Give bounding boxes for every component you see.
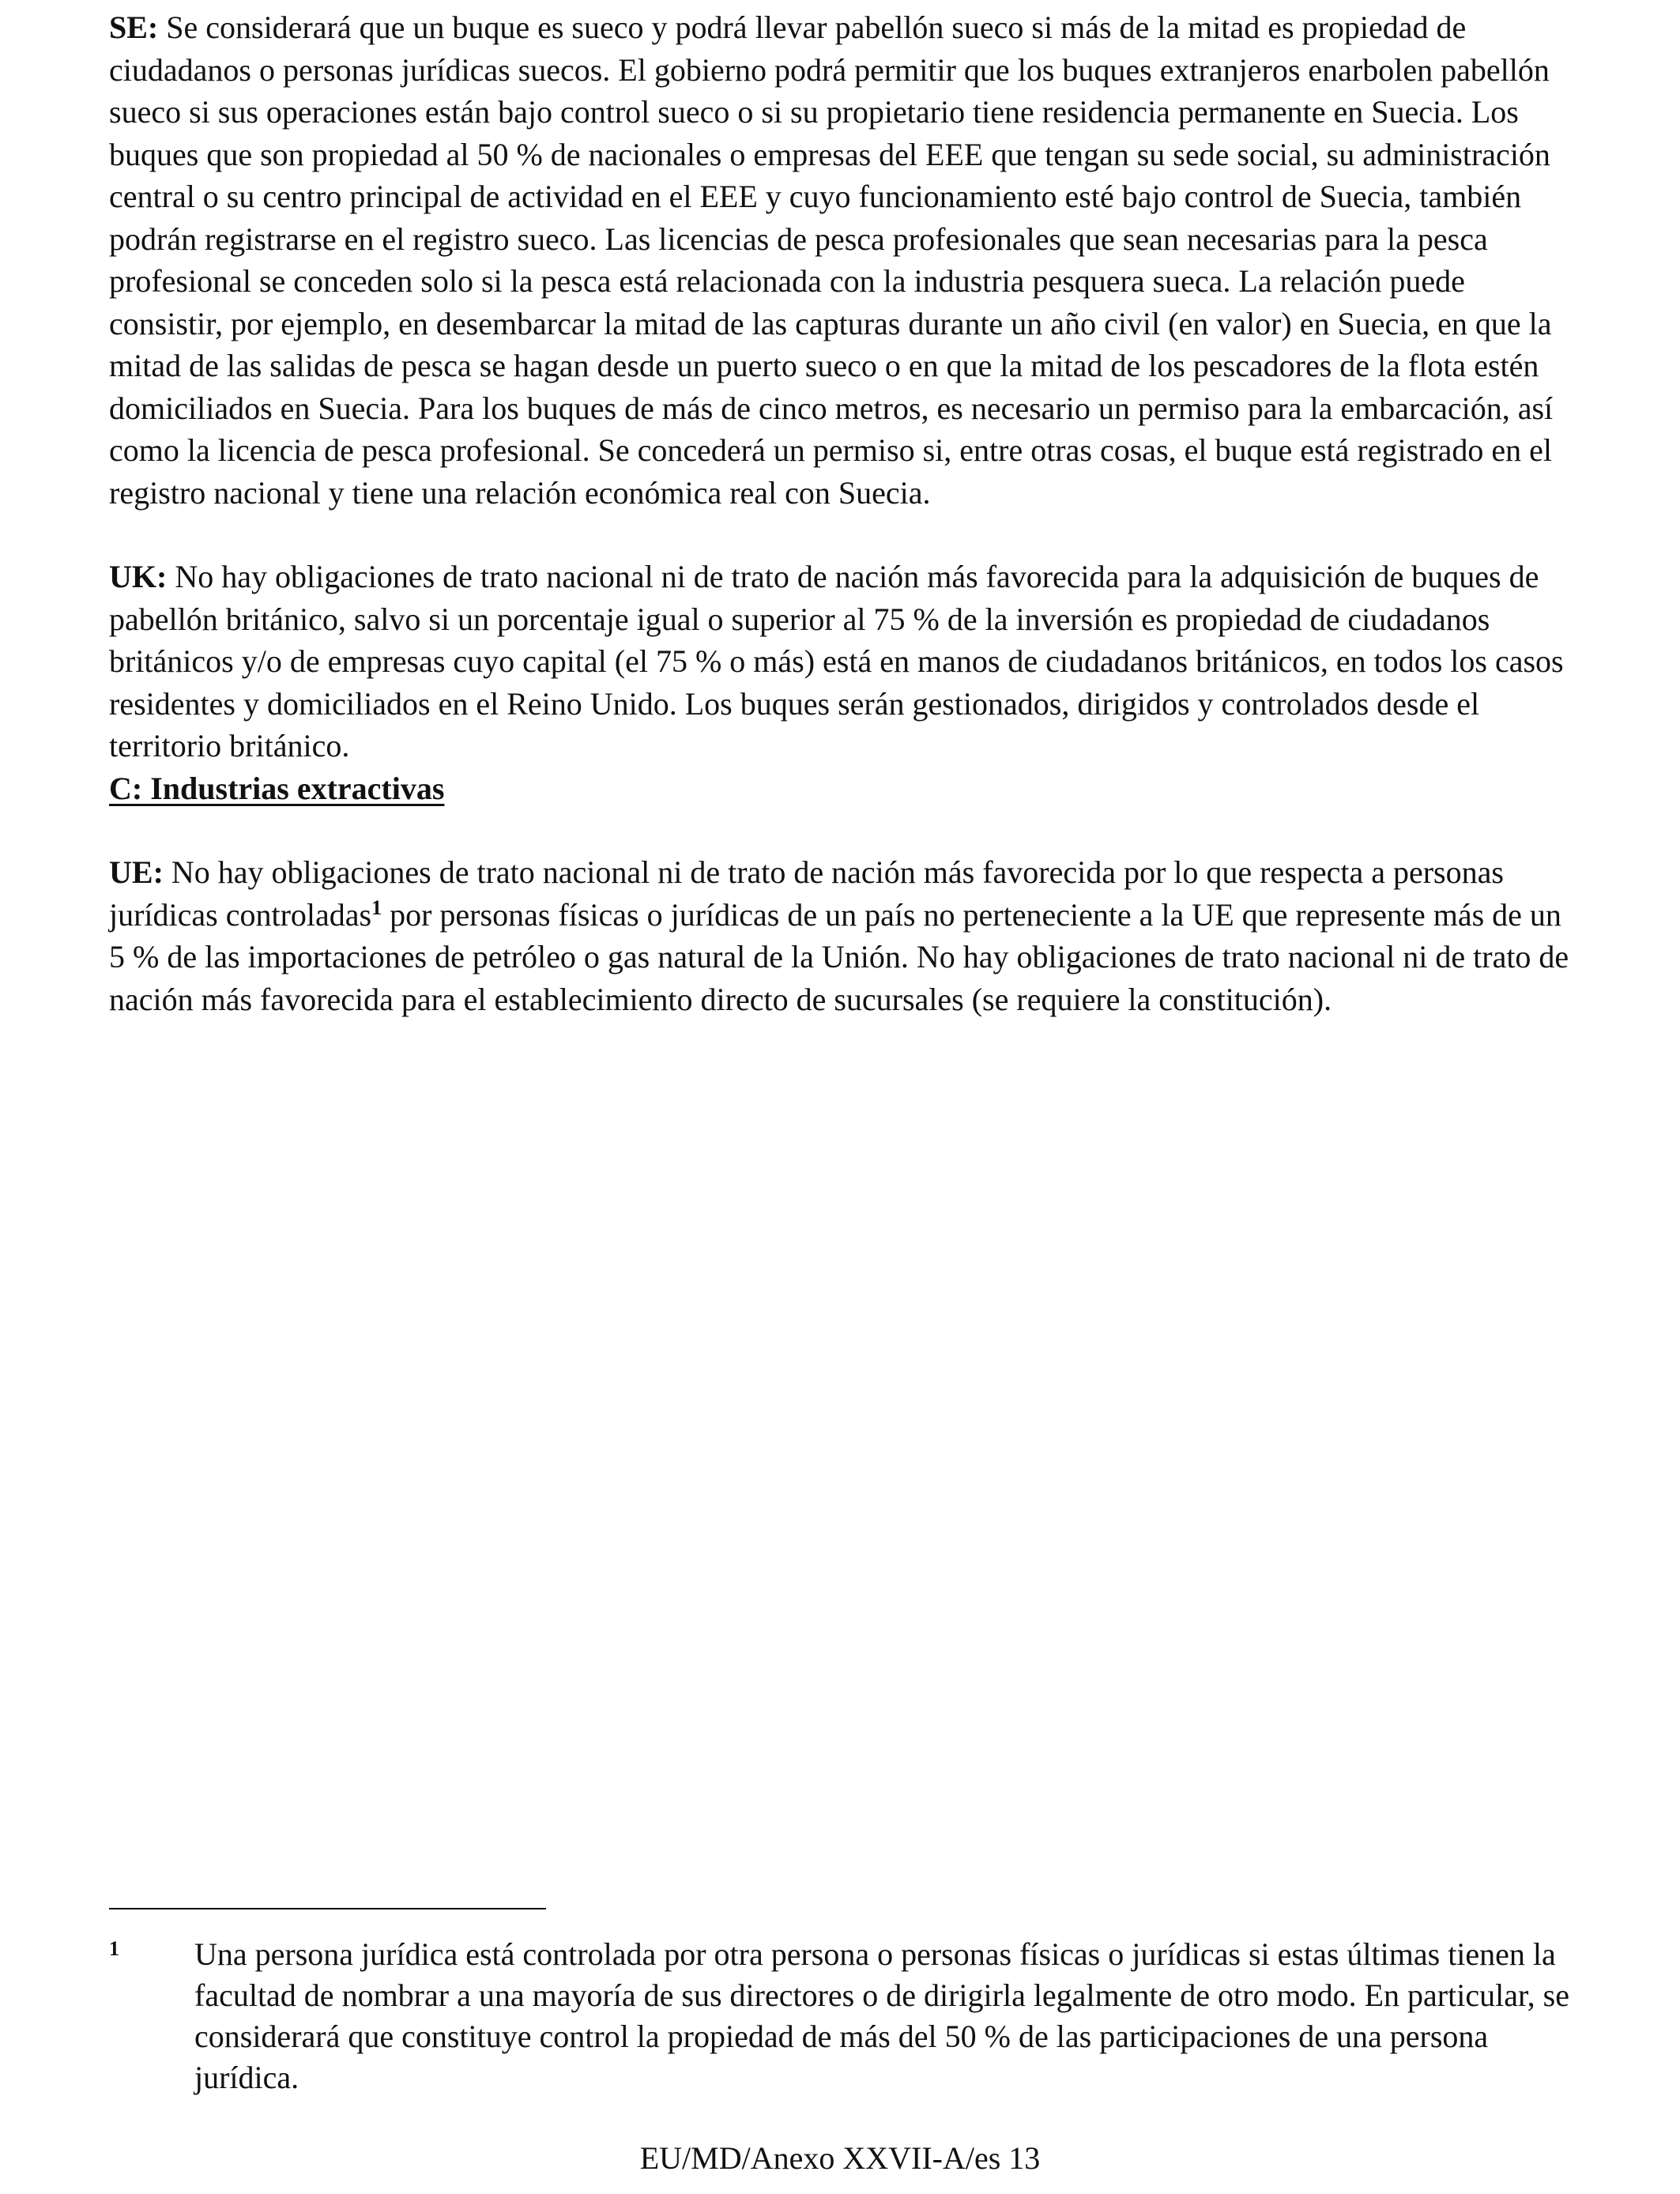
paragraph-se xyxy=(109,6,1579,514)
paragraph-text-uk: No hay obligaciones de trato nacional ni de trato de nación más favorecida para la adquisición de buques de pabellón británico, salvo si un porcentaje igual o superior al 75 % de la inversión es propiedad de ciudadanos británicos y/o de empresas cuyo capital (el 75 % o más) está en manos de ciudadanos británicos, en todos los casos residentes y domiciliados en el Reino Unido. Los buques serán gestionados, dirigidos y controlados desde el territorio británico. xyxy=(109,559,1564,763)
paragraph-text-se: Se considerará que un buque es sueco y podrá llevar pabellón sueco si más de la mitad es propiedad de ciudadanos o personas jurídicas suecos. El gobierno podrá permitir que los buques extranjeros enarbolen pabellón sueco si sus operaciones están bajo control sueco o si su propietario tiene residencia permanente en Suecia. Los buques que son propiedad al 50 % de nacionales o empresas del EEE que tengan su sede social, su administración central o su centro principal de actividad en el EEE y cuyo funcionamiento esté bajo control de Suecia, también podrán registrarse en el registro sueco. Las licencias de pesca profesionales que sean necesarias para la pesca profesional se conceden solo si la pesca está relacionada con la industria pesquera sueca. La relación puede consistir, por ejemplo, en desembarcar la mitad de las capturas durante un año civil (en valor) en Suecia, en que la mitad de las salidas de pesca se hagan desde un puerto sueco o en que la mitad de los pescadores de la flota estén domiciliados en Suecia. Para los buques de más de cinco metros, es necesario un permiso para la embarcación, así como la licencia de pesca profesional. Se concederá un permiso si, entre otras cosas, el buque está registrado en el registro nacional y tiene una relación económica real con Suecia. xyxy=(109,9,1554,511)
document-body xyxy=(109,6,1579,1020)
footnote xyxy=(109,1934,1579,2098)
paragraph-label-uk: UK: xyxy=(109,559,168,594)
footnote-number: 1 xyxy=(109,1937,119,1960)
page-number: EU/MD/Anexo XXVII-A/es 13 xyxy=(639,2140,1041,2176)
paragraph-ue xyxy=(109,851,1579,1020)
footnote-separator xyxy=(109,1908,546,1909)
footnote-reference[interactable]: 1 xyxy=(371,895,382,919)
section-heading: C: Industrias extractivas xyxy=(109,770,445,806)
paragraph-label-ue: UE: xyxy=(109,854,164,890)
paragraph-label-se: SE: xyxy=(109,9,159,45)
paragraph-text-ue-before: No hay obligaciones de trato nacional ni de trato de nación más favorecida por lo que respecta a personas jurídicas controladas xyxy=(109,854,1504,933)
paragraph-text-ue-after: por personas físicas o jurídicas de un país no perteneciente a la UE que represente más de un 5 % de las importaciones de petróleo o gas natural de la Unión. No hay obligaciones de trato nacional ni de trato de nación más favorecida para el establecimiento directo de sucursales (se requiere la constitución). xyxy=(109,896,1569,1017)
footnote-text: Una persona jurídica está controlada por otra persona o personas físicas o jurídicas si estas últimas tienen la facultad de nombrar a una mayoría de sus directores o de dirigirla legalmente de otro modo. En particular, se considerará que constituye control la propiedad de más del 50 % de las participaciones de una persona jurídica. xyxy=(194,1936,1569,2095)
paragraph-uk xyxy=(109,556,1579,767)
